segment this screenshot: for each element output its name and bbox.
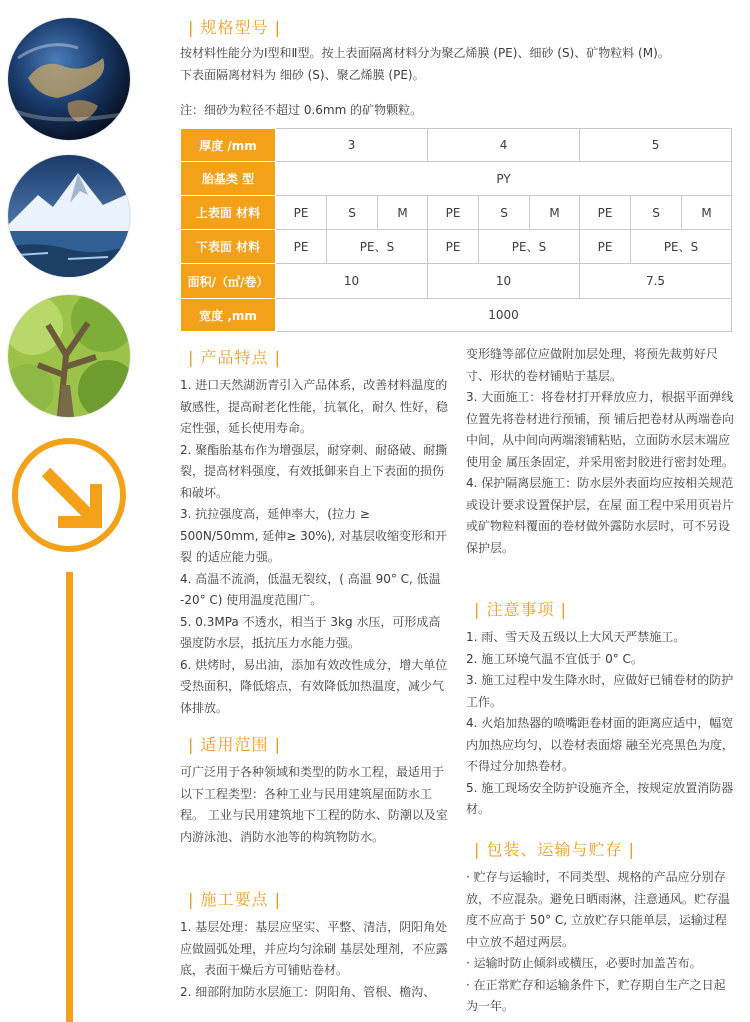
table-row <box>181 129 732 162</box>
list-item: 4. 火焰加热器的喷嘴距卷材面的距离应适中，幅宽内加热应均匀，以卷材表面熔 融至光亮黑色为度，不得过分加热卷材。 <box>466 716 734 773</box>
list-item: 3. 大面施工：将卷材打开释放应力，根据平面弹线位置先将卷材进行预铺，预 铺后把卷材从两端卷向中间，从中间向两端滚铺粘贴，立面防水层末端应使用金 属压条固定，并采用密封胶进行密封处理。 <box>466 390 734 469</box>
row-label: 宽度 ,mm <box>181 299 276 332</box>
table-cell: M <box>530 196 580 230</box>
tree-canopy-image <box>8 295 130 417</box>
table-cell: 3 <box>276 129 428 162</box>
spec-note-text: 注：细砂为粒径不超过 0.6mm 的矿物颗粒。 <box>180 103 423 117</box>
usage-paragraph: 可广泛用于各种领域和类型的防水工程，最适用于以下工程类型：各种工业与民用建筑屋面防水工程。 工业与民用建筑地下工程的防水、防潮以及室内游泳池、消防水池等的构筑物防水。 <box>180 765 448 844</box>
list-item: 6. 烘烤时，易出油，添加有效改性成分，增大单位受热面积，降低熔点，有效降低加热温度，减少气体排放。 <box>180 657 448 715</box>
construction-heading: | 施工要点 | <box>188 890 281 909</box>
cautions-title: 注意事项 <box>486 600 555 619</box>
packaging-list <box>466 867 734 1018</box>
spec-intro-line: 下表面隔离材料为 细砂 (S)、聚乙烯膜 (PE)。 <box>180 67 425 82</box>
table-cell: M <box>378 196 428 230</box>
spec-title: 规格型号 <box>200 18 269 37</box>
cautions-heading: | 注意事项 | <box>474 600 567 619</box>
list-item: 2. 聚酯胎基布作为增强层，耐穿刺、耐硌破、耐撕裂，提高材料强度，有效抵御来自上下表面的损伤和破坏。 <box>180 442 448 500</box>
table-cell: PE <box>276 230 327 264</box>
table-cell: M <box>682 196 732 230</box>
table-cell: PE、S <box>631 230 732 264</box>
table-row <box>181 299 732 332</box>
table-cell: S <box>479 196 530 230</box>
usage-title: 适用范围 <box>200 735 269 754</box>
list-item: · 贮存与运输时，不同类型、规格的产品应分别存放，不应混杂。避免日晒雨淋，注意通风。贮存温度不应高于 50° C, 立放贮存只能单层，运输过程中立放不超过两层。 <box>466 870 731 949</box>
usage-text <box>180 762 448 848</box>
table-cell: PE、S <box>327 230 428 264</box>
table-cell: PY <box>276 162 732 196</box>
list-item: 3. 施工过程中发生降水时，应做好已铺卷材的防护工作。 <box>466 673 734 709</box>
construction-list-right <box>466 344 734 559</box>
table-cell: 10 <box>276 264 428 299</box>
row-label: 胎基类 型 <box>181 162 276 196</box>
row-label: 面积/（㎡/卷） <box>181 264 276 299</box>
list-item: · 在正常贮存和运输条件下，贮存期自生产之日起为一年。 <box>466 977 726 1013</box>
row-label: 厚度 /mm <box>181 129 276 162</box>
table-cell: 1000 <box>276 299 732 332</box>
spec-intro <box>180 43 740 86</box>
table-row <box>181 162 732 196</box>
table-cell: 10 <box>428 264 580 299</box>
construction-title: 施工要点 <box>200 890 269 909</box>
table-cell: PE <box>428 196 479 230</box>
features-title: 产品特点 <box>200 348 269 367</box>
table-cell: 5 <box>580 129 732 162</box>
features-heading: | 产品特点 | <box>188 348 281 367</box>
mountain-lake-image <box>8 155 130 277</box>
list-item: 4. 保护隔离层施工：防水层外表面均应按相关规范或设计要求设置保护层，在屋 面工程中采用页岩片或矿物粒料覆面的卷材做外露防水层时，可不另设保护层。 <box>466 476 734 555</box>
down-right-arrow-icon <box>12 438 126 552</box>
table-row <box>181 230 732 264</box>
list-item: 变形缝等部位应做附加层处理，将预先裁剪好尺寸、形状的卷材铺贴于基层。 <box>466 347 719 383</box>
list-item: 1. 基层处理：基层应坚实、平整、清洁，阴阳角处应做圆弧处理，并应均匀涂刷 基层处理剂，不应露底，表面干燥后方可铺贴卷材。 <box>180 920 448 977</box>
table-cell: PE <box>580 196 631 230</box>
usage-heading: | 适用范围 | <box>188 735 281 754</box>
row-label: 下表面 材料 <box>181 230 276 264</box>
list-item: 1. 雨、雪天及五级以上大风天严禁施工。 <box>466 630 686 644</box>
table-cell: 4 <box>428 129 580 162</box>
table-cell: PE、S <box>479 230 580 264</box>
construction-list-left <box>180 917 448 1003</box>
list-item: 4. 高温不流淌，低温无裂纹，( 高温 90° C, 低温 -20° C) 使用温度范围广。 <box>180 571 441 607</box>
list-item: 1. 进口天然湖沥青引入产品体系，改善材料温度的敏感性，提高耐老化性能，抗氧化，耐久 性好，稳定性强，延长使用寿命。 <box>180 378 448 435</box>
spec-table <box>180 128 732 332</box>
table-cell: PE <box>428 230 479 264</box>
earth-globe-image <box>8 18 130 140</box>
spec-note <box>180 100 740 122</box>
row-label: 上表面 材料 <box>181 196 276 230</box>
spec-heading: | 规格型号 | <box>188 18 281 37</box>
table-row <box>181 264 732 299</box>
spec-intro-line: 按材料性能分为Ⅰ型和Ⅱ型。按上表面隔离材料分为聚乙烯膜 (PE)、细砂 (S)、矿物粒料 (M)。 <box>180 46 670 60</box>
list-item: · 运输时防止倾斜或横压，必要时加盖苫布。 <box>466 956 702 970</box>
packaging-title: 包装、运输与贮存 <box>486 840 623 859</box>
list-item: 2. 细部附加防水层施工：阴阳角、管根、檐沟、 <box>180 984 436 999</box>
cautions-list <box>466 627 734 821</box>
list-item: 2. 施工环境气温不宜低于 0° C。 <box>466 651 643 666</box>
features-list <box>180 375 448 719</box>
list-item: 5. 施工现场安全防护设施齐全，按规定放置消防器材。 <box>466 780 734 816</box>
table-cell: 7.5 <box>580 264 732 299</box>
packaging-heading: | 包装、运输与贮存 | <box>474 840 635 859</box>
table-cell: PE <box>580 230 631 264</box>
table-cell: PE <box>276 196 327 230</box>
list-item: 5. 0.3MPa 不透水，相当于 3kg 水压，可形成高强度防水层，抵抗压力水能力强。 <box>180 614 441 650</box>
table-cell: S <box>631 196 682 230</box>
list-item: 3. 抗拉强度高，延伸率大，(拉力 ≥ 500N/50mm, 延伸≥ 30%), 对基层收缩变形和开裂 的适应能力强。 <box>180 507 448 564</box>
table-row <box>181 196 732 230</box>
decorative-vertical-line <box>66 572 73 1022</box>
table-cell: S <box>327 196 378 230</box>
